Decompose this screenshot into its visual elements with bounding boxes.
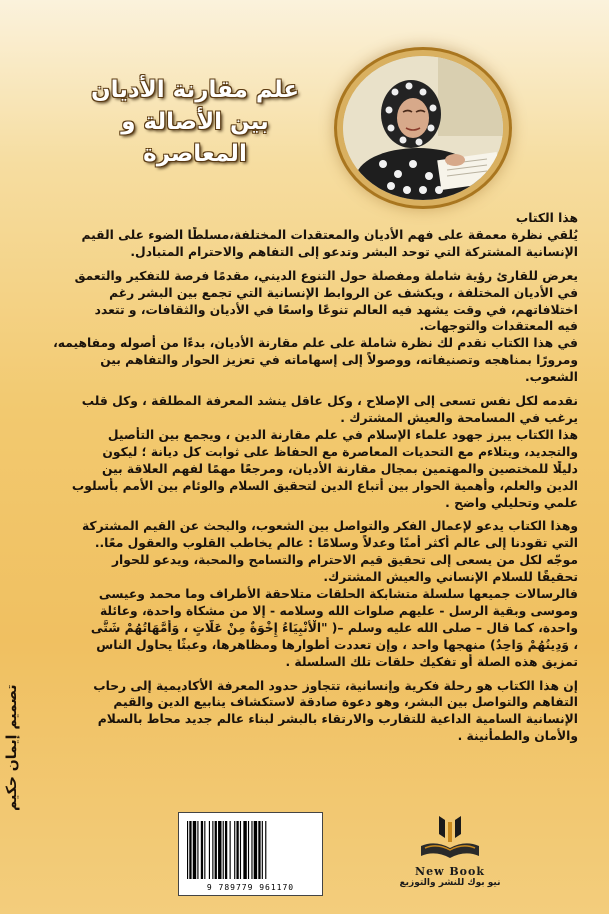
author-portrait [343, 56, 503, 200]
paragraph [30, 427, 578, 512]
publisher-logo [395, 812, 505, 902]
text-line: نقدمه لكل نفس تسعى إلى الإصلاح ، وكل عاقل ينشد المعرفة المطلقة ، وكل قلب [81, 394, 578, 409]
text-line: والأمان والطمأنينة . [457, 729, 578, 744]
text-line: موجّه لكل من يسعى إلى تحقيق قيم الاحترام والتسامح والمحبة، ويدعو للحوار [111, 553, 578, 568]
paragraph [30, 678, 578, 746]
barcode-bar [189, 821, 191, 879]
text-line: علمي وتحليلي واضح . [445, 495, 578, 510]
text-line: الإنسانية السامية الداعية للتقارب والارتقاء بالبشر لبناء عالم جديد محاط بالسلام [97, 712, 578, 727]
publisher-name-en: New Book [415, 865, 485, 878]
barcode-bar [209, 821, 210, 879]
barcode-bar [248, 821, 249, 879]
text-line: يرغب في المسامحة والعيش المشترك . [340, 410, 578, 425]
text-line: هذا الكتاب [515, 211, 578, 225]
barcode-bars [187, 821, 314, 879]
text-line: تمزيق هذه الصلة أو تفكيك حلقات تلك السلسلة . [285, 654, 578, 669]
text-line: الإنسانية المشتركة التي توحد البشر وتدعو إلى التفاهم والاحترام المتبادل. [130, 244, 578, 259]
text-line: إن هذا الكتاب هو رحلة فكرية وإنسانية، تتجاوز حدود المعرفة الأكاديمية إلى رحاب [93, 678, 578, 693]
text-line: اختلافاتهم، في وقت يشهد فيه العالم تنوعًا واسعًا في الأديان والثقافات، و تتعدد [94, 302, 578, 317]
book-logo-icon [415, 812, 485, 864]
barcode-bar [236, 821, 238, 879]
text-line: هذا الكتاب يبرز جهود علماء الإسلام في علم مقارنة الدين ، ويجمع بين التأصيل [107, 427, 578, 442]
book-title-line-2: بين الأصالة و [121, 109, 269, 135]
paragraph [30, 210, 578, 227]
barcode-bar [193, 821, 196, 879]
text-line: وهذا الكتاب يدعو لإعمال الفكر والتواصل بين الشعوب، والبحث عن القيم المشتركة [81, 519, 578, 534]
paragraph [30, 393, 578, 427]
barcode-bar [215, 821, 217, 879]
barcode-bar [251, 821, 252, 879]
barcode-bar [240, 821, 241, 879]
barcode-bar [201, 821, 203, 879]
text-line: الشعوب. [524, 370, 578, 385]
designer-credit: تصميم إيمان حكيم [4, 684, 20, 811]
text-line: يعرض للقارئ رؤية شاملة ومفصلة حول التنوع الديني، مقدمًا فرصة للتفكير والتعمق [74, 268, 578, 283]
text-line: الدين والعلم، وأهمية الحوار بين أتباع الدين لتحقيق السلام والوئام بين الأمم بأسلوب [71, 478, 578, 493]
text-line: والتجديد، ويتلاءم مع التحديات المعاصرة مع الحفاظ على ثوابت كل ديانة ؛ ليكون [102, 444, 578, 459]
text-line: دليلًا للمختصين والمهتمين بمجال مقارنة الأديان، ومرجعًا مهمًا لفهم العلاقة بين [101, 461, 578, 476]
barcode-number: 9 789779 961170 [206, 883, 295, 892]
barcode-bar [204, 821, 205, 879]
text-line: ، وَدِينُهُمْ وَاحِدٌ) منهجها واحد ، وإن تعددت أطوارها ومظاهرها، وعبثًا يحاول الناس [96, 637, 578, 652]
paragraph [30, 335, 578, 386]
barcode-bar [187, 821, 188, 879]
barcode-bar [197, 821, 198, 879]
barcode-bar [225, 821, 227, 879]
barcode-bar [258, 821, 260, 879]
barcode-bar [234, 821, 235, 879]
text-line: التفاهم والتواصل بين البشر، وهو دعوة صادقة لاستكشاف ينابيع الدين والقيم [113, 695, 578, 710]
paragraph [30, 518, 578, 586]
text-line: ومرورًا بمناهجه وتصنيفاته، ووصولاً إلى إسهاماته في تعزيز الحوار والتفاهم بين [100, 353, 578, 368]
barcode-bar [254, 821, 257, 879]
back-cover-text [30, 210, 578, 745]
barcode-bar [218, 821, 221, 879]
text-line: التي تقودنا إلى عالم أكثر أمنًا وعدلاً وسلامًا : عالم يخاطب القلوب والعقول معًا.. [94, 536, 578, 551]
text-line: تحقيقًا للسلام الإنساني والعيش المشترك. [323, 570, 578, 585]
barcode-bar [265, 821, 266, 879]
text-line: في هذا الكتاب نقدم لك نظرة شاملة على علم مقارنة الأديان، بدءًا من أصوله ومفاهيمه، [53, 336, 578, 351]
text-line: فالرسالات جميعها سلسلة متشابكة الحلقات متلاحقة الأطراف وما محمد وعيسى [98, 587, 578, 602]
paragraph [30, 227, 578, 261]
barcode-bar [243, 821, 246, 879]
book-title-line-3: المعاصرة [143, 141, 247, 167]
author-portrait-illustration [343, 56, 503, 200]
paragraph [30, 268, 578, 336]
text-line: يُلقي نظرة معمقة على فهم الأديان والمعتقدات المختلفة،مسلطًا الضوء على القيم [81, 227, 578, 242]
text-line: فيه المعتقدات والتوجهات. [419, 319, 578, 334]
book-title-line-1: علم مقارنة الأديان [90, 77, 300, 103]
paragraph [30, 586, 578, 671]
barcode-bar [212, 821, 213, 879]
text-line: في الأديان المختلفة ، ويكشف عن الروابط الإنسانية التي تجمع بين البشر رغم [109, 285, 578, 300]
barcode-bar [223, 821, 224, 879]
barcode-bar [262, 821, 263, 879]
barcode-bar [230, 821, 231, 879]
isbn-barcode [178, 812, 323, 896]
book-title [60, 74, 330, 170]
publisher-name-ar: نيو بوك للنشر والتوزيع [399, 878, 501, 888]
text-line: وموسى وبقية الرسل - عليهم صلوات الله وسلامه - إلا من مشكاة واحدة، وعائلة [99, 603, 578, 618]
text-line: واحدة، كما قال – صلى الله عليه وسلم –( "الْأَنْبِيَاءُ إِخْوَةٌ مِنْ عَلَّاتٍ ، وَأُمَّهَاتُهُمْ شَتَّى [90, 620, 578, 635]
